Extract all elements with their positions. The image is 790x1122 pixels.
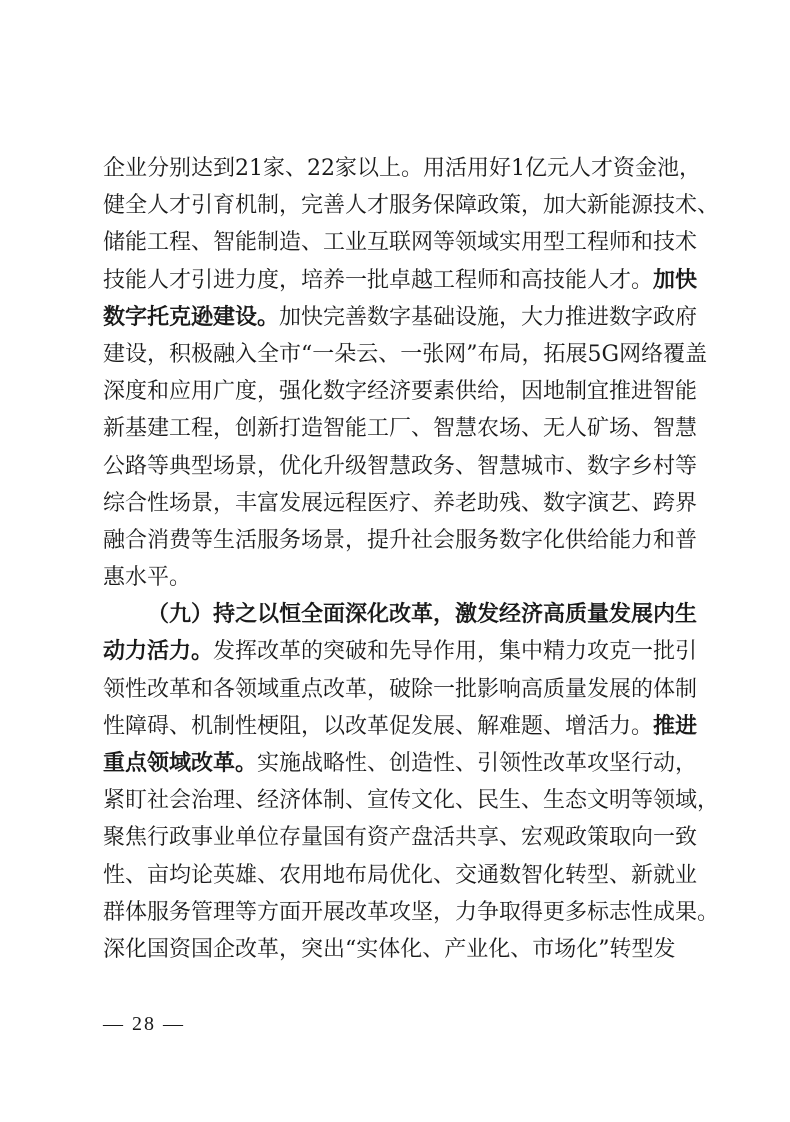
text-segment: 建设，积极融入全市“一朵云、一张网”布局，拓展5G网络覆盖 xyxy=(103,341,708,367)
bold-heading-segment: 动力活力。 xyxy=(103,639,214,665)
body-text xyxy=(103,150,720,968)
bold-heading-segment: 重点领域改革。 xyxy=(103,751,258,776)
text-line xyxy=(103,485,698,522)
text-line xyxy=(103,522,698,559)
text-segment: 新基建工程，创新打造智能工厂、智慧农场、无人矿场、智慧 xyxy=(103,416,698,442)
text-line xyxy=(103,633,698,670)
text-line xyxy=(103,150,701,187)
text-line xyxy=(103,671,698,708)
text-segment: 融合消费等生活服务场景，提升社会服务数字化供给能力和普 xyxy=(103,527,698,553)
text-line xyxy=(103,931,688,968)
text-segment: 深化国资国企改革，突出“实体化、产业化、市场化”转型发 xyxy=(103,936,676,962)
text-line xyxy=(103,410,698,447)
text-segment: 实施战略性、创造性、引领性改革攻坚行动， xyxy=(257,751,698,776)
text-line xyxy=(103,448,698,485)
text-segment: 技能人才引进力度，培养一批卓越工程师和高技能人才。 xyxy=(103,267,654,293)
text-segment: 聚焦行政事业单位存量国有资产盘活共享、宏观政策取向一致 xyxy=(103,825,698,851)
text-line xyxy=(103,262,698,299)
text-line xyxy=(103,819,698,856)
text-segment: 深度和应用广度，强化数字经济要素供给，因地制宜推进智能 xyxy=(103,379,698,405)
text-line xyxy=(103,745,698,782)
text-segment: 紧盯社会治理、经济体制、宣传文化、民生、生态文明等领域， xyxy=(103,788,720,814)
text-line xyxy=(103,224,698,261)
text-segment: 健全人才引育机制，完善人才服务保障政策，加大新能源技术、 xyxy=(103,193,720,219)
text-line xyxy=(103,187,720,224)
text-segment: 公路等典型场景，优化升级智慧政务、智慧城市、数字乡村等 xyxy=(103,453,698,479)
bold-heading-segment: 数字托克逊建设。 xyxy=(103,304,280,330)
bold-heading-segment: 推进 xyxy=(653,713,698,739)
text-line xyxy=(103,373,698,410)
text-segment: 性障碍、机制性梗阻，以改革促发展、解难题、增活力。 xyxy=(103,713,654,739)
text-line xyxy=(103,559,688,596)
text-segment: 性、亩均论英雄、农用地布局优化、交通数智化转型、新就业 xyxy=(103,862,698,888)
bold-heading-segment: （九）持之以恒全面深化改革，激发经济高质量发展内生 xyxy=(147,602,698,628)
text-line xyxy=(103,857,698,894)
text-segment: 储能工程、智能制造、工业互联网等领域实用型工程师和技术 xyxy=(103,230,698,256)
text-segment: 综合性场景，丰富发展远程医疗、养老助残、数字演艺、跨界 xyxy=(103,490,698,516)
text-line xyxy=(103,894,720,931)
text-line xyxy=(103,299,698,336)
text-line xyxy=(103,708,698,745)
text-segment: 领性改革和各领域重点改革，破除一批影响高质量发展的体制 xyxy=(103,676,698,702)
text-segment: 惠水平。 xyxy=(103,565,192,591)
text-segment: 群体服务管理等方面开展改革攻坚，力争取得更多标志性成果。 xyxy=(103,899,720,925)
text-line xyxy=(103,336,708,373)
page-number: — 28 — xyxy=(103,1013,185,1035)
text-segment: 加快完善数字基础设施，大力推进数字政府 xyxy=(279,304,698,330)
text-segment: 发挥改革的突破和先导作用，集中精力攻克一批引 xyxy=(213,639,698,665)
text-segment: 企业分别达到21家、22家以上。用活用好1亿元人才资金池， xyxy=(103,156,701,181)
text-line xyxy=(103,782,720,819)
bold-heading-segment: 加快 xyxy=(653,267,698,293)
text-line xyxy=(103,596,698,633)
